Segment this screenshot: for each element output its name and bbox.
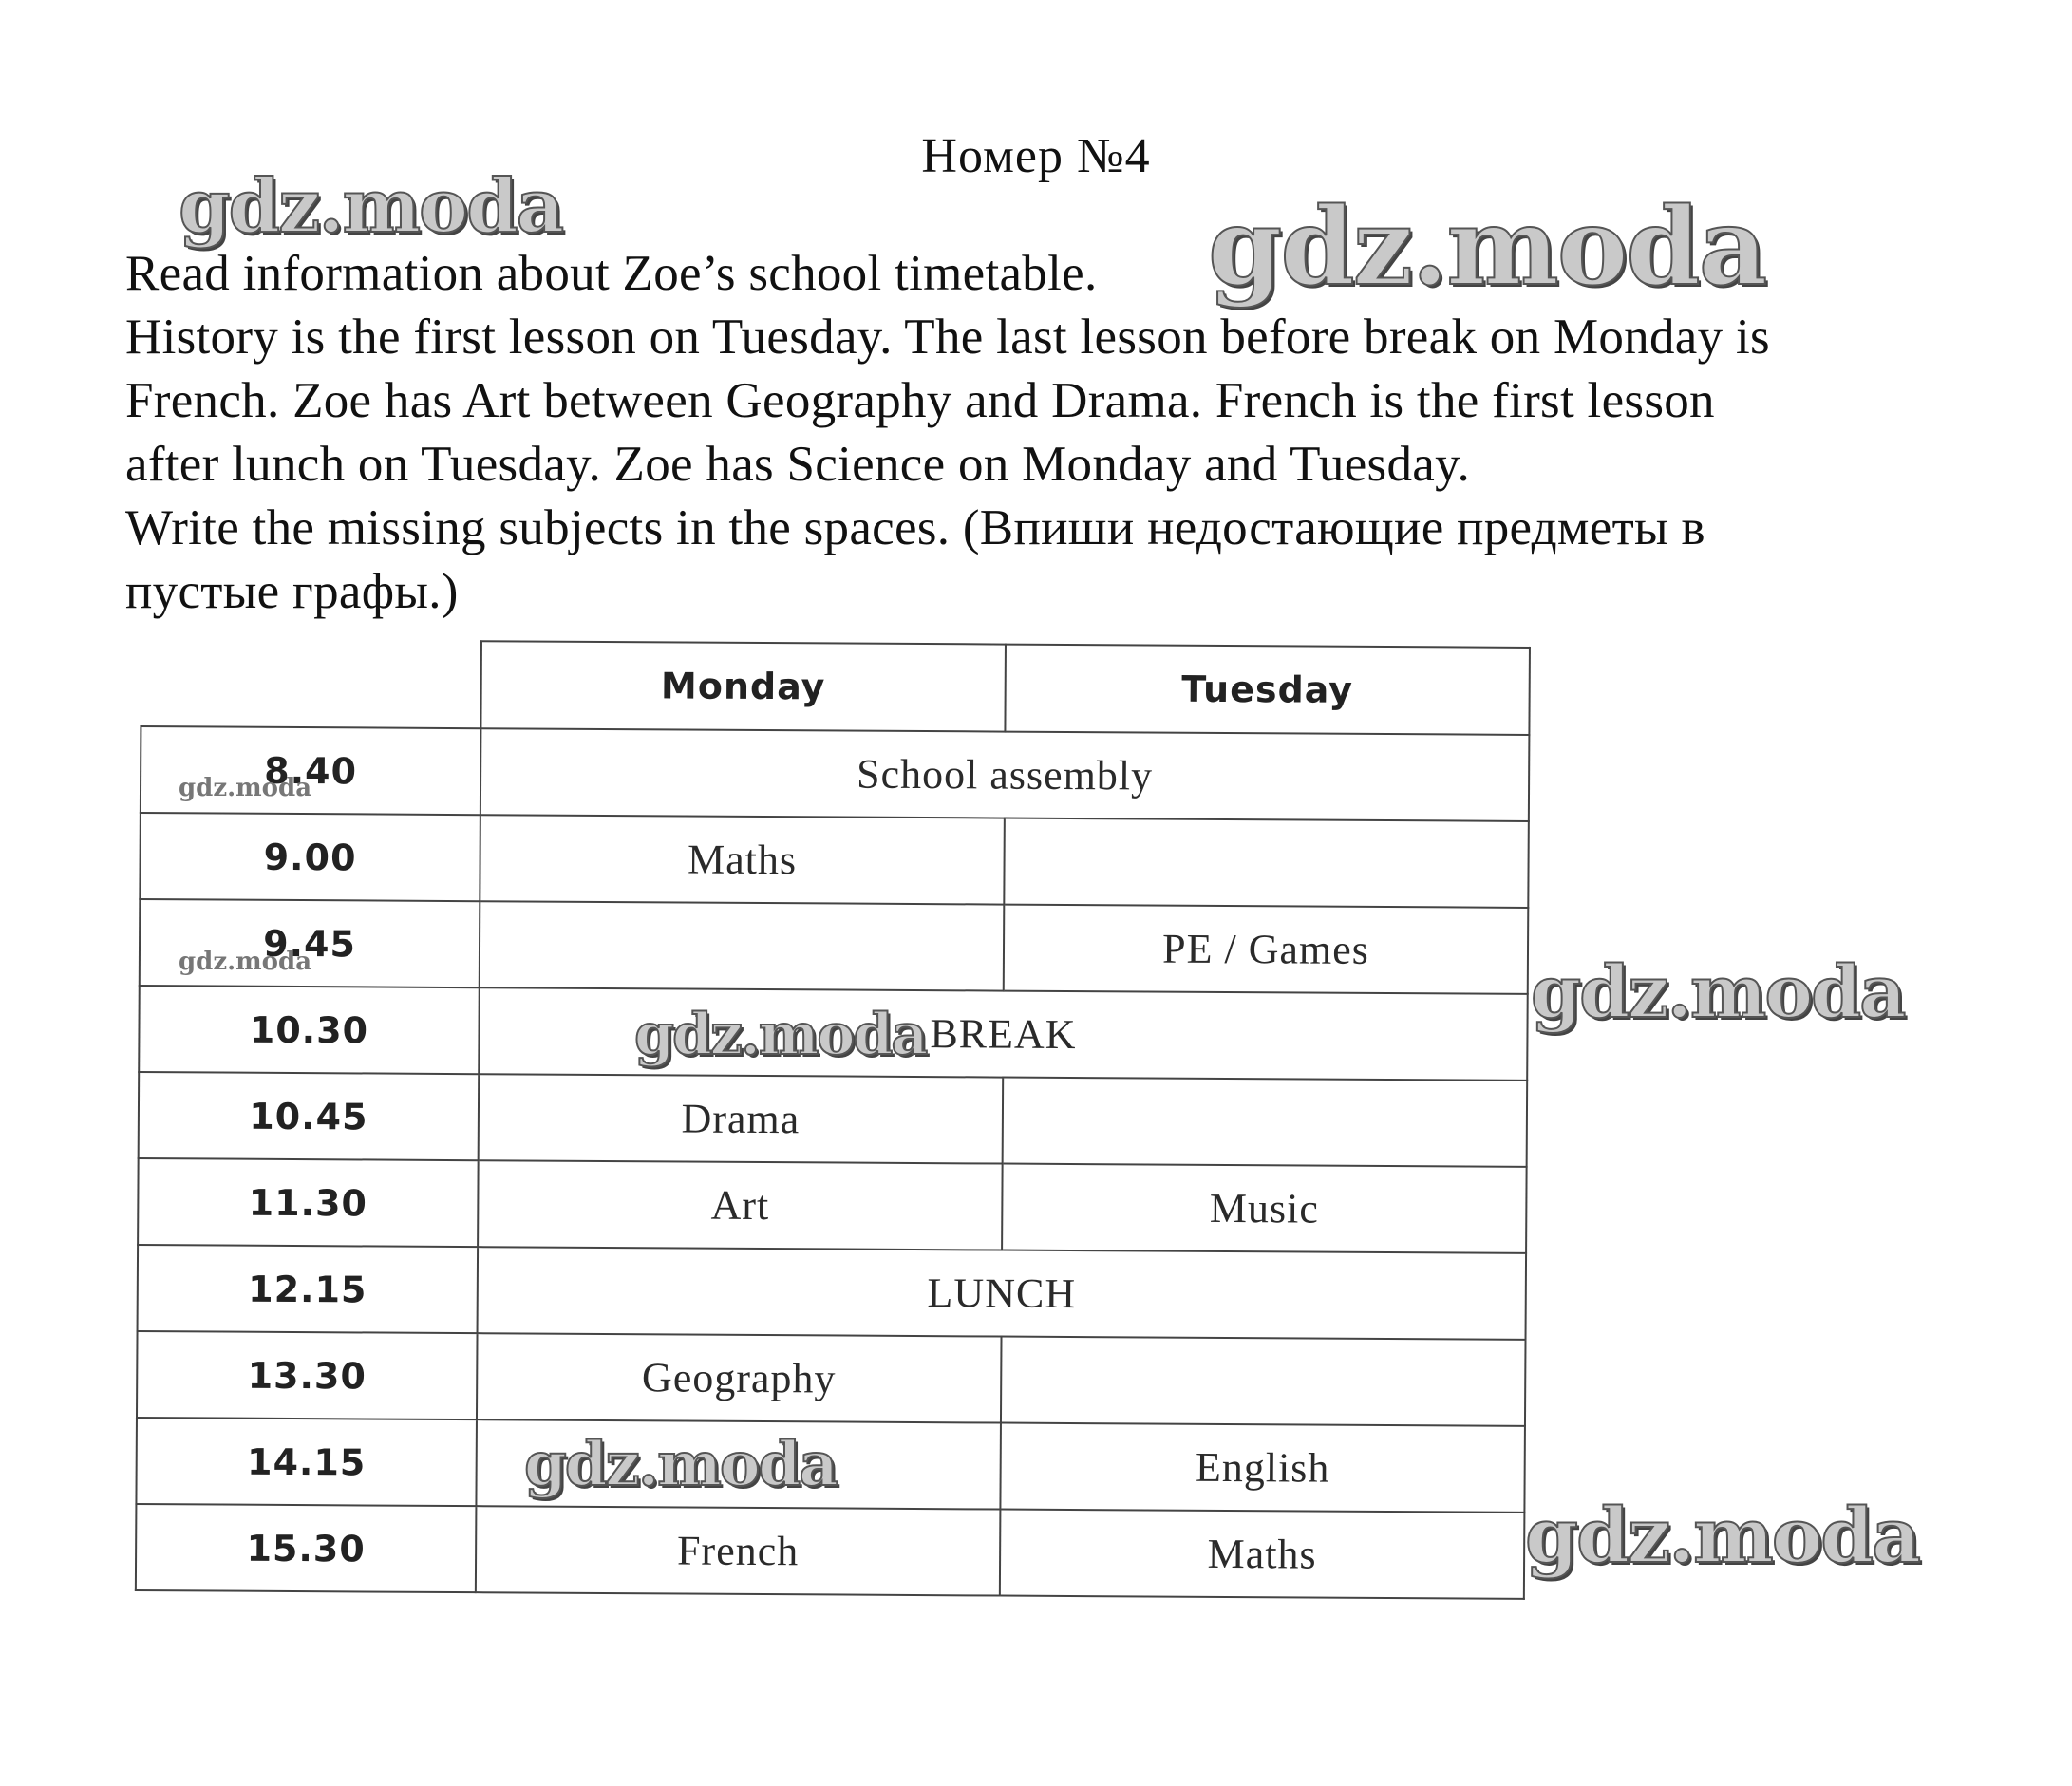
task-line: Write the missing subjects in the spaces. (Впиши недостающие предметы в (125, 500, 1705, 555)
task-line: History is the first lesson on Tuesday. The last lesson before break on Monday is (125, 310, 1770, 365)
monday-cell: Geography (477, 1333, 1002, 1422)
task-line: пустые графы.) (125, 564, 459, 619)
time-cell: 12.15 (138, 1245, 479, 1333)
watermark: gdz.moda (179, 163, 563, 250)
monday-cell: Art (478, 1160, 1003, 1250)
watermark: gdz.moda (179, 948, 312, 976)
tuesday-cell (1004, 818, 1529, 908)
table-row (138, 1245, 1527, 1340)
table-row (136, 1504, 1525, 1599)
span-cell: BREAK (479, 987, 1528, 1081)
span-cell: School assembly (480, 728, 1530, 821)
monday-cell: French (476, 1506, 1001, 1595)
table-row (140, 899, 1529, 994)
timetable-header-row (141, 639, 1530, 735)
time-cell: 9.00 (140, 813, 480, 901)
table-row (138, 1158, 1527, 1253)
watermark: gdz.moda (524, 1429, 837, 1500)
time-cell: 10.30 (139, 986, 480, 1074)
task-line: Read information about Zoe’s school timetable. (125, 246, 1098, 301)
tuesday-cell (1003, 1078, 1528, 1167)
time-cell: 10.45 (139, 1072, 480, 1160)
tuesday-cell: Music (1002, 1164, 1527, 1253)
table-row (139, 1072, 1528, 1167)
timetable-corner-cell (141, 639, 481, 728)
table-row (140, 813, 1529, 908)
task-line: after lunch on Tuesday. Zoe has Science on Monday and Tuesday. (125, 437, 1471, 492)
watermark: gdz.moda (179, 774, 312, 802)
time-cell: 11.30 (138, 1158, 479, 1247)
time-cell: 15.30 (136, 1504, 477, 1592)
watermark: gdz.moda (634, 1002, 927, 1068)
time-cell: 8.40 (141, 726, 481, 815)
page-title: Номер №4 (921, 129, 1151, 183)
time-cell: 9.45 (140, 899, 480, 987)
table-row (141, 726, 1530, 821)
tuesday-cell: PE / Games (1004, 905, 1529, 994)
time-cell: 14.15 (136, 1418, 477, 1506)
monday-cell: Maths (480, 815, 1005, 904)
watermark: gdz.moda (1525, 1491, 1919, 1580)
watermark: gdz.moda (1208, 185, 1766, 310)
time-cell: 13.30 (137, 1331, 478, 1419)
monday-cell (480, 901, 1005, 990)
tuesday-cell: English (1000, 1423, 1525, 1513)
tuesday-cell (1001, 1337, 1526, 1426)
monday-cell: Drama (479, 1074, 1004, 1163)
tuesday-cell: Maths (1000, 1510, 1525, 1599)
header-monday: Monday (480, 641, 1006, 731)
watermark: gdz.moda (1531, 949, 1905, 1034)
table-row (137, 1331, 1526, 1426)
task-line: French. Zoe has Art between Geography and Drama. French is the first lesson (125, 373, 1715, 428)
header-tuesday: Tuesday (1005, 645, 1530, 735)
span-cell: LUNCH (478, 1247, 1527, 1340)
